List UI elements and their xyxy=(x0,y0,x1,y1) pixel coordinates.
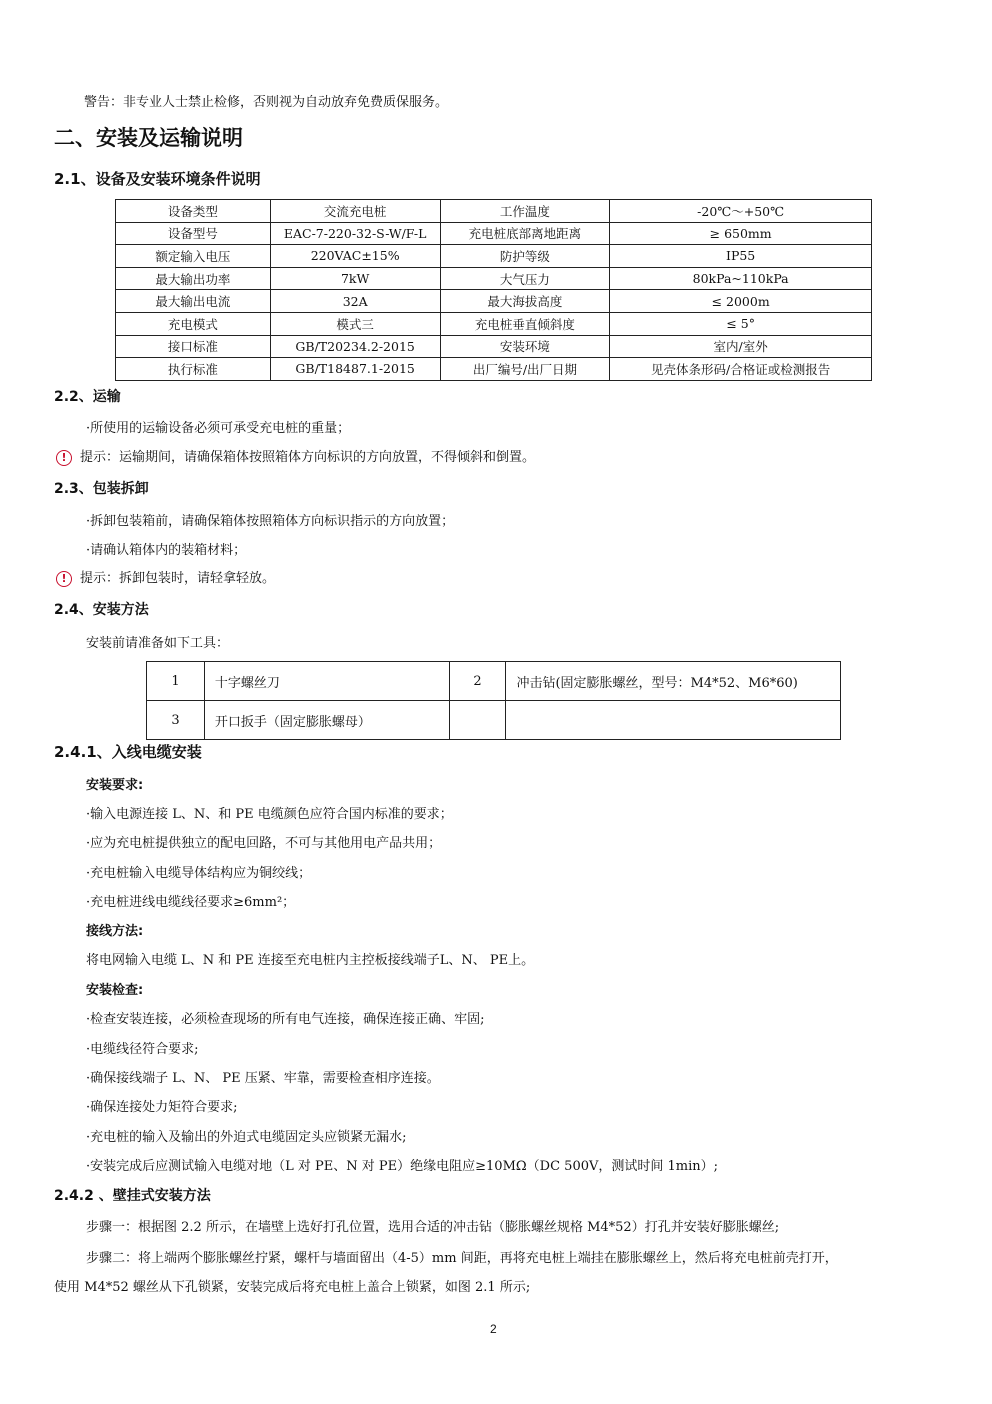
spec-cell: 设备类型 xyxy=(116,200,271,223)
requirement-item: ·充电桩进线电缆线径要求≥6mm²； xyxy=(86,895,296,910)
spec-table xyxy=(115,199,872,381)
tools-row xyxy=(147,662,841,701)
spec-cell: 7kW xyxy=(270,267,440,290)
spec-row xyxy=(116,200,872,223)
requirement-item: ·应为充电桩提供独立的配电回路，不可与其他用电产品共用； xyxy=(86,836,442,851)
tools-cell: 2 xyxy=(449,662,506,701)
spec-row xyxy=(116,267,872,290)
unpack-bullet-1: ·拆卸包装箱前，请确保箱体按照箱体方向标识指示的方向放置； xyxy=(86,514,455,529)
spec-cell: ≤ 2000m xyxy=(610,290,872,313)
step-one: 步骤一：根据图 2.2 所示，在墙壁上选好打孔位置，选用合适的冲击钻（膨胀螺丝规格 M4*52）打孔并安装好膨胀螺丝; xyxy=(86,1220,780,1235)
page-number: 2 xyxy=(490,1322,497,1336)
spec-cell: 接口标准 xyxy=(116,335,271,358)
spec-row xyxy=(116,358,872,381)
step-two-line-2: 使用 M4*52 螺丝从下孔锁紧，安装完成后将充电桩上盖合上锁紧，如图 2.1 所示; xyxy=(54,1280,531,1295)
transport-bullet: ·所使用的运输设备必须可承受充电桩的重量； xyxy=(86,421,351,436)
spec-cell: GB/T20234.2-2015 xyxy=(270,335,440,358)
subsection-title-2-2: 2.2、运输 xyxy=(54,389,121,405)
spec-cell: 安装环境 xyxy=(440,335,610,358)
tools-cell: 1 xyxy=(147,662,205,701)
check-label: 安装检查: xyxy=(86,983,144,998)
spec-cell: IP55 xyxy=(610,245,872,268)
tools-intro: 安装前请准备如下工具： xyxy=(86,636,230,651)
tools-cell: 冲击钻(固定膨胀螺丝，型号：M4*52、M6*60) xyxy=(506,662,841,701)
tools-cell: 开口扳手（固定膨胀螺母） xyxy=(204,701,449,740)
spec-row xyxy=(116,290,872,313)
spec-row xyxy=(116,222,872,245)
spec-cell: -20℃～+50℃ xyxy=(610,200,872,223)
check-item: ·确保连接处力矩符合要求; xyxy=(86,1100,238,1115)
transport-tip-text: 提示：运输期间，请确保箱体按照箱体方向标识的方向放置，不得倾斜和倒置。 xyxy=(80,450,536,465)
tools-cell xyxy=(449,701,506,740)
step-two-line-1: 步骤二：将上端两个膨胀螺丝拧紧，螺杆与墙面留出（4-5）mm 间距，再将充电桩上端挂在膨胀螺丝上，然后将充电桩前壳打开， xyxy=(86,1251,838,1266)
spec-cell: 工作温度 xyxy=(440,200,610,223)
spec-cell: 设备型号 xyxy=(116,222,271,245)
section-title: 二、安装及运输说明 xyxy=(54,126,243,150)
spec-cell: 交流充电桩 xyxy=(270,200,440,223)
subsection-title-2-1: 2.1、设备及安装环境条件说明 xyxy=(54,170,261,188)
spec-cell: 最大海拔高度 xyxy=(440,290,610,313)
requirements-label: 安装要求: xyxy=(86,778,144,793)
spec-cell: 充电模式 xyxy=(116,312,271,335)
wiring-text: 将电网输入电缆 L、N 和 PE 连接至充电桩内主控板接线端子L、N、 PE上。 xyxy=(86,953,535,968)
check-item: ·确保接线端子 L、N、 PE 压紧、牢靠，需要检查相序连接。 xyxy=(86,1071,440,1086)
spec-cell: 32A xyxy=(270,290,440,313)
spec-cell: 大气压力 xyxy=(440,267,610,290)
tools-cell: 3 xyxy=(147,701,205,740)
wiring-label: 接线方法: xyxy=(86,924,144,939)
unpack-tip-text: 提示：拆卸包装时，请轻拿轻放。 xyxy=(80,571,276,586)
spec-row xyxy=(116,312,872,335)
tools-row xyxy=(147,701,841,740)
subsection-title-2-3: 2.3、包装拆卸 xyxy=(54,481,149,497)
tools-cell: 十字螺丝刀 xyxy=(204,662,449,701)
spec-cell: 防护等级 xyxy=(440,245,610,268)
check-item: ·电缆线径符合要求; xyxy=(86,1042,199,1057)
spec-row xyxy=(116,335,872,358)
check-item: ·检查安装连接，必须检查现场的所有电气连接，确保连接正确、牢固; xyxy=(86,1012,485,1027)
spec-cell: 模式三 xyxy=(270,312,440,335)
spec-cell: ≥ 650mm xyxy=(610,222,872,245)
spec-cell: GB/T18487.1-2015 xyxy=(270,358,440,381)
requirement-item: ·输入电源连接 L、N、和 PE 电缆颜色应符合国内标准的要求； xyxy=(86,807,453,822)
spec-cell: 最大输出功率 xyxy=(116,267,271,290)
requirement-item: ·充电桩输入电缆导体结构应为铜绞线； xyxy=(86,866,312,881)
tools-table xyxy=(146,661,841,740)
spec-cell: 最大输出电流 xyxy=(116,290,271,313)
exclamation-circle-icon: ! xyxy=(56,571,72,587)
check-item: ·充电桩的输入及输出的外迫式电缆固定头应锁紧无漏水; xyxy=(86,1130,407,1145)
subsection-title-2-4-1: 2.4.1、入线电缆安装 xyxy=(54,743,202,761)
spec-cell: 充电桩底部离地距离 xyxy=(440,222,610,245)
spec-cell: ≤ 5° xyxy=(610,312,872,335)
spec-cell: 充电桩垂直倾斜度 xyxy=(440,312,610,335)
spec-cell: 额定输入电压 xyxy=(116,245,271,268)
check-item: ·安装完成后应测试输入电缆对地（L 对 PE、N 对 PE）绝缘电阻应≥10MΩ（DC 500V，测试时间 1min）; xyxy=(86,1159,719,1174)
spec-cell: EAC-7-220-32-S-W/F-L xyxy=(270,222,440,245)
spec-cell: 80kPa~110kPa xyxy=(610,267,872,290)
unpack-tip xyxy=(56,567,275,587)
spec-row xyxy=(116,245,872,268)
exclamation-circle-icon: ! xyxy=(56,450,72,466)
transport-tip xyxy=(56,446,535,466)
unpack-bullet-2: ·请确认箱体内的装箱材料； xyxy=(86,543,247,558)
subsection-title-2-4-2: 2.4.2 、壁挂式安装方法 xyxy=(54,1188,211,1204)
spec-cell: 出厂编号/出厂日期 xyxy=(440,358,610,381)
spec-cell: 室内/室外 xyxy=(610,335,872,358)
spec-cell: 见壳体条形码/合格证或检测报告 xyxy=(610,358,872,381)
tools-cell xyxy=(506,701,841,740)
warning-line: 警告：非专业人士禁止检修，否则视为自动放弃免费质保服务。 xyxy=(84,95,449,110)
spec-cell: 执行标准 xyxy=(116,358,271,381)
subsection-title-2-4: 2.4、安装方法 xyxy=(54,602,149,618)
spec-cell: 220VAC±15% xyxy=(270,245,440,268)
